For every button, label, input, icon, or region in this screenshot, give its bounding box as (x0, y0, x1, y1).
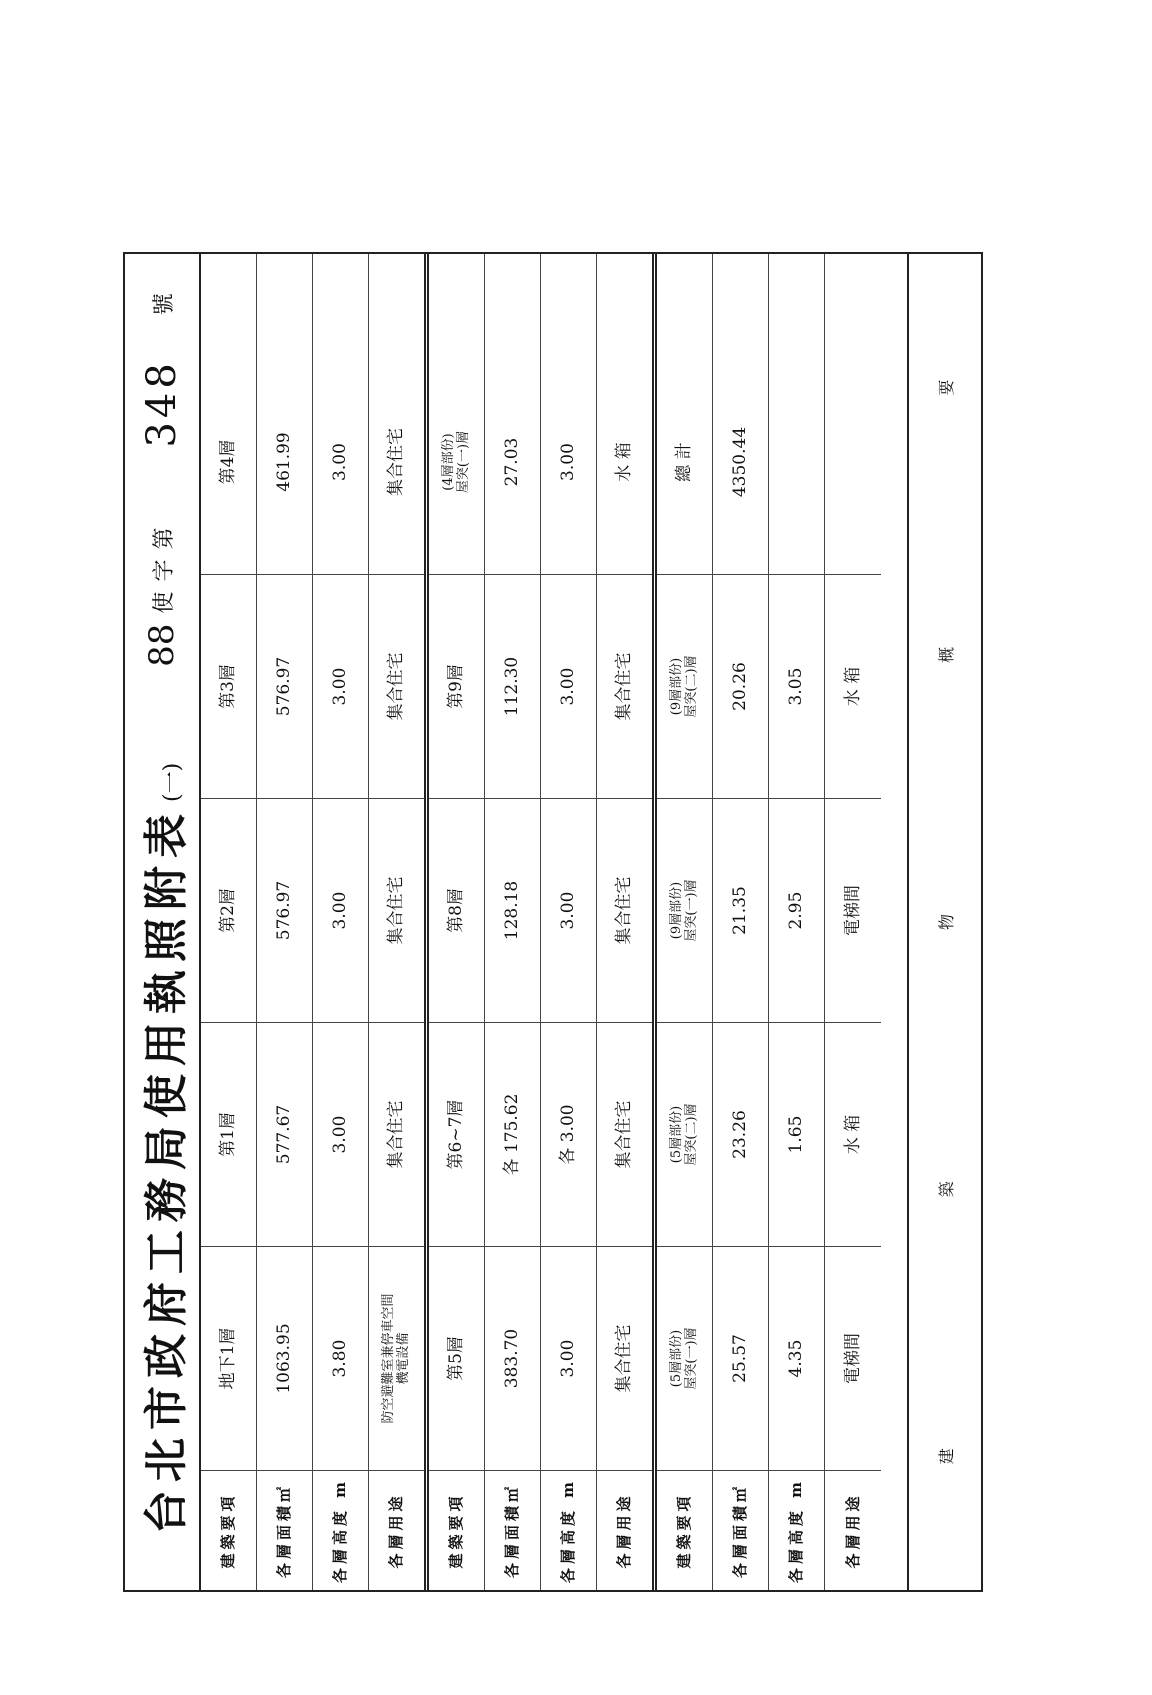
table-cell: 1.65 (769, 1022, 824, 1246)
side-label-char: 概 (936, 646, 956, 663)
table-cell: 20.26 (713, 574, 768, 798)
row-header: 各層面積㎡ (257, 1470, 312, 1590)
table-cell: 各 175.62 (485, 1022, 540, 1246)
table-cell: 防空避難室兼停車空間 機電設備 (369, 1246, 424, 1470)
table-cell: 128.18 (485, 798, 540, 1022)
table-cell: 第4層 (218, 439, 239, 485)
table-cell: 112.30 (485, 574, 540, 798)
table-cell: 3.00 (330, 443, 351, 481)
row-header: 各層面積㎡ (713, 1470, 768, 1590)
table-cell: 地下1層 (201, 1246, 256, 1470)
table-cell: 第2層 (201, 798, 256, 1022)
table-row (313, 254, 369, 1590)
table-cell: 水 箱 (614, 442, 635, 482)
table-cell: 第1層 (201, 1022, 256, 1246)
side-label (907, 254, 981, 1590)
side-label-char: 建 (936, 1448, 956, 1465)
table-cell: 第3層 (201, 574, 256, 798)
row-header: 建築要項 (201, 1470, 256, 1590)
table-row (657, 254, 713, 1590)
document-title: 台北市政府工務局使用執照附表 (141, 806, 192, 1534)
table-row (369, 254, 429, 1590)
row-header: 各層面積㎡ (485, 1470, 540, 1590)
rotated-document (123, 252, 983, 1592)
side-label-char: 要 (936, 379, 956, 396)
table-cell: (4層部份) 屋突(一)層 (441, 430, 471, 494)
table-cell: 27.03 (502, 437, 523, 487)
permit-attachment-table (123, 252, 983, 1592)
row-header: 各層高度 m (541, 1470, 596, 1590)
table-cell: 3.00 (541, 798, 596, 1022)
permit-number: 348 (139, 359, 185, 448)
table-cell: 第5層 (429, 1246, 484, 1470)
grid-rows (201, 254, 909, 1590)
table-cell: 576.97 (257, 798, 312, 1022)
table-row (257, 254, 313, 1590)
table-cell: 集合住宅 (369, 798, 424, 1022)
row-header: 建築要項 (429, 1470, 484, 1590)
table-cell: 集合住宅 (369, 1022, 424, 1246)
row-header: 各層高度 m (313, 1470, 368, 1590)
table-cell: 1063.95 (257, 1246, 312, 1470)
table-cell: 21.35 (713, 798, 768, 1022)
table-cell: 各 3.00 (541, 1022, 596, 1246)
table-cell: 461.99 (274, 432, 295, 492)
table-cell: 第6~7層 (429, 1022, 484, 1246)
row-header: 各層高度 m (769, 1470, 824, 1590)
permit-char: 使字第 (151, 517, 177, 614)
table-cell: 集合住宅 (597, 1022, 652, 1246)
table-cell: 集合住宅 (597, 798, 652, 1022)
side-label-char: 物 (936, 914, 956, 931)
table-cell: 4.35 (769, 1246, 824, 1470)
table-cell: (9層部份) 屋突(二)層 (657, 574, 712, 798)
row-header: 各層用途 (597, 1470, 652, 1590)
table-row (713, 254, 769, 1590)
table-cell: (5層部份) 屋突(二)層 (657, 1022, 712, 1246)
table-cell: 3.00 (541, 1246, 596, 1470)
table-cell: (9層部份) 屋突(一)層 (657, 798, 712, 1022)
table-cell: 3.05 (769, 574, 824, 798)
table-cell: 集合住宅 (597, 574, 652, 798)
table-row (541, 254, 597, 1590)
table-cell: 3.00 (541, 574, 596, 798)
table-row (429, 254, 485, 1590)
table-cell: 3.00 (558, 443, 579, 481)
table-cell: 集合住宅 (597, 1246, 652, 1470)
permit-year: 88 (142, 623, 182, 667)
data-grid (199, 252, 983, 1592)
table-cell: 總 計 (674, 442, 695, 482)
row-header: 各層用途 (369, 1470, 424, 1590)
document-title-suffix: (一) (159, 762, 185, 802)
table-cell: 4350.44 (730, 426, 751, 498)
side-label-char: 築 (936, 1181, 956, 1198)
table-cell: 2.95 (769, 798, 824, 1022)
table-cell: 水 箱 (825, 1022, 881, 1246)
table-cell: 第8層 (429, 798, 484, 1022)
table-row (485, 254, 541, 1590)
row-header: 各層用途 (825, 1470, 881, 1590)
table-cell: 25.57 (713, 1246, 768, 1470)
table-row (597, 254, 657, 1590)
table-cell: 集合住宅 (369, 574, 424, 798)
table-cell: 電梯間 (825, 798, 881, 1022)
row-header: 建築要項 (657, 1470, 712, 1590)
table-row (825, 254, 881, 1590)
table-cell (825, 350, 881, 574)
table-cell: 電梯間 (825, 1246, 881, 1470)
table-cell: 23.26 (713, 1022, 768, 1246)
table-cell: 577.67 (257, 1022, 312, 1246)
permit-hao: 號 (151, 293, 177, 316)
table-cell (769, 350, 824, 574)
table-cell: 水 箱 (825, 574, 881, 798)
table-cell: 集合住宅 (386, 428, 407, 496)
table-row (201, 254, 257, 1590)
table-cell: 3.00 (313, 798, 368, 1022)
table-row (769, 254, 825, 1590)
table-cell: (5層部份) 屋突(一)層 (657, 1246, 712, 1470)
table-cell: 383.70 (485, 1246, 540, 1470)
title-band (123, 252, 199, 1592)
table-cell: 3.00 (313, 1022, 368, 1246)
table-cell: 3.00 (313, 574, 368, 798)
table-cell: 576.97 (257, 574, 312, 798)
table-cell: 3.80 (313, 1246, 368, 1470)
table-cell: 第9層 (429, 574, 484, 798)
